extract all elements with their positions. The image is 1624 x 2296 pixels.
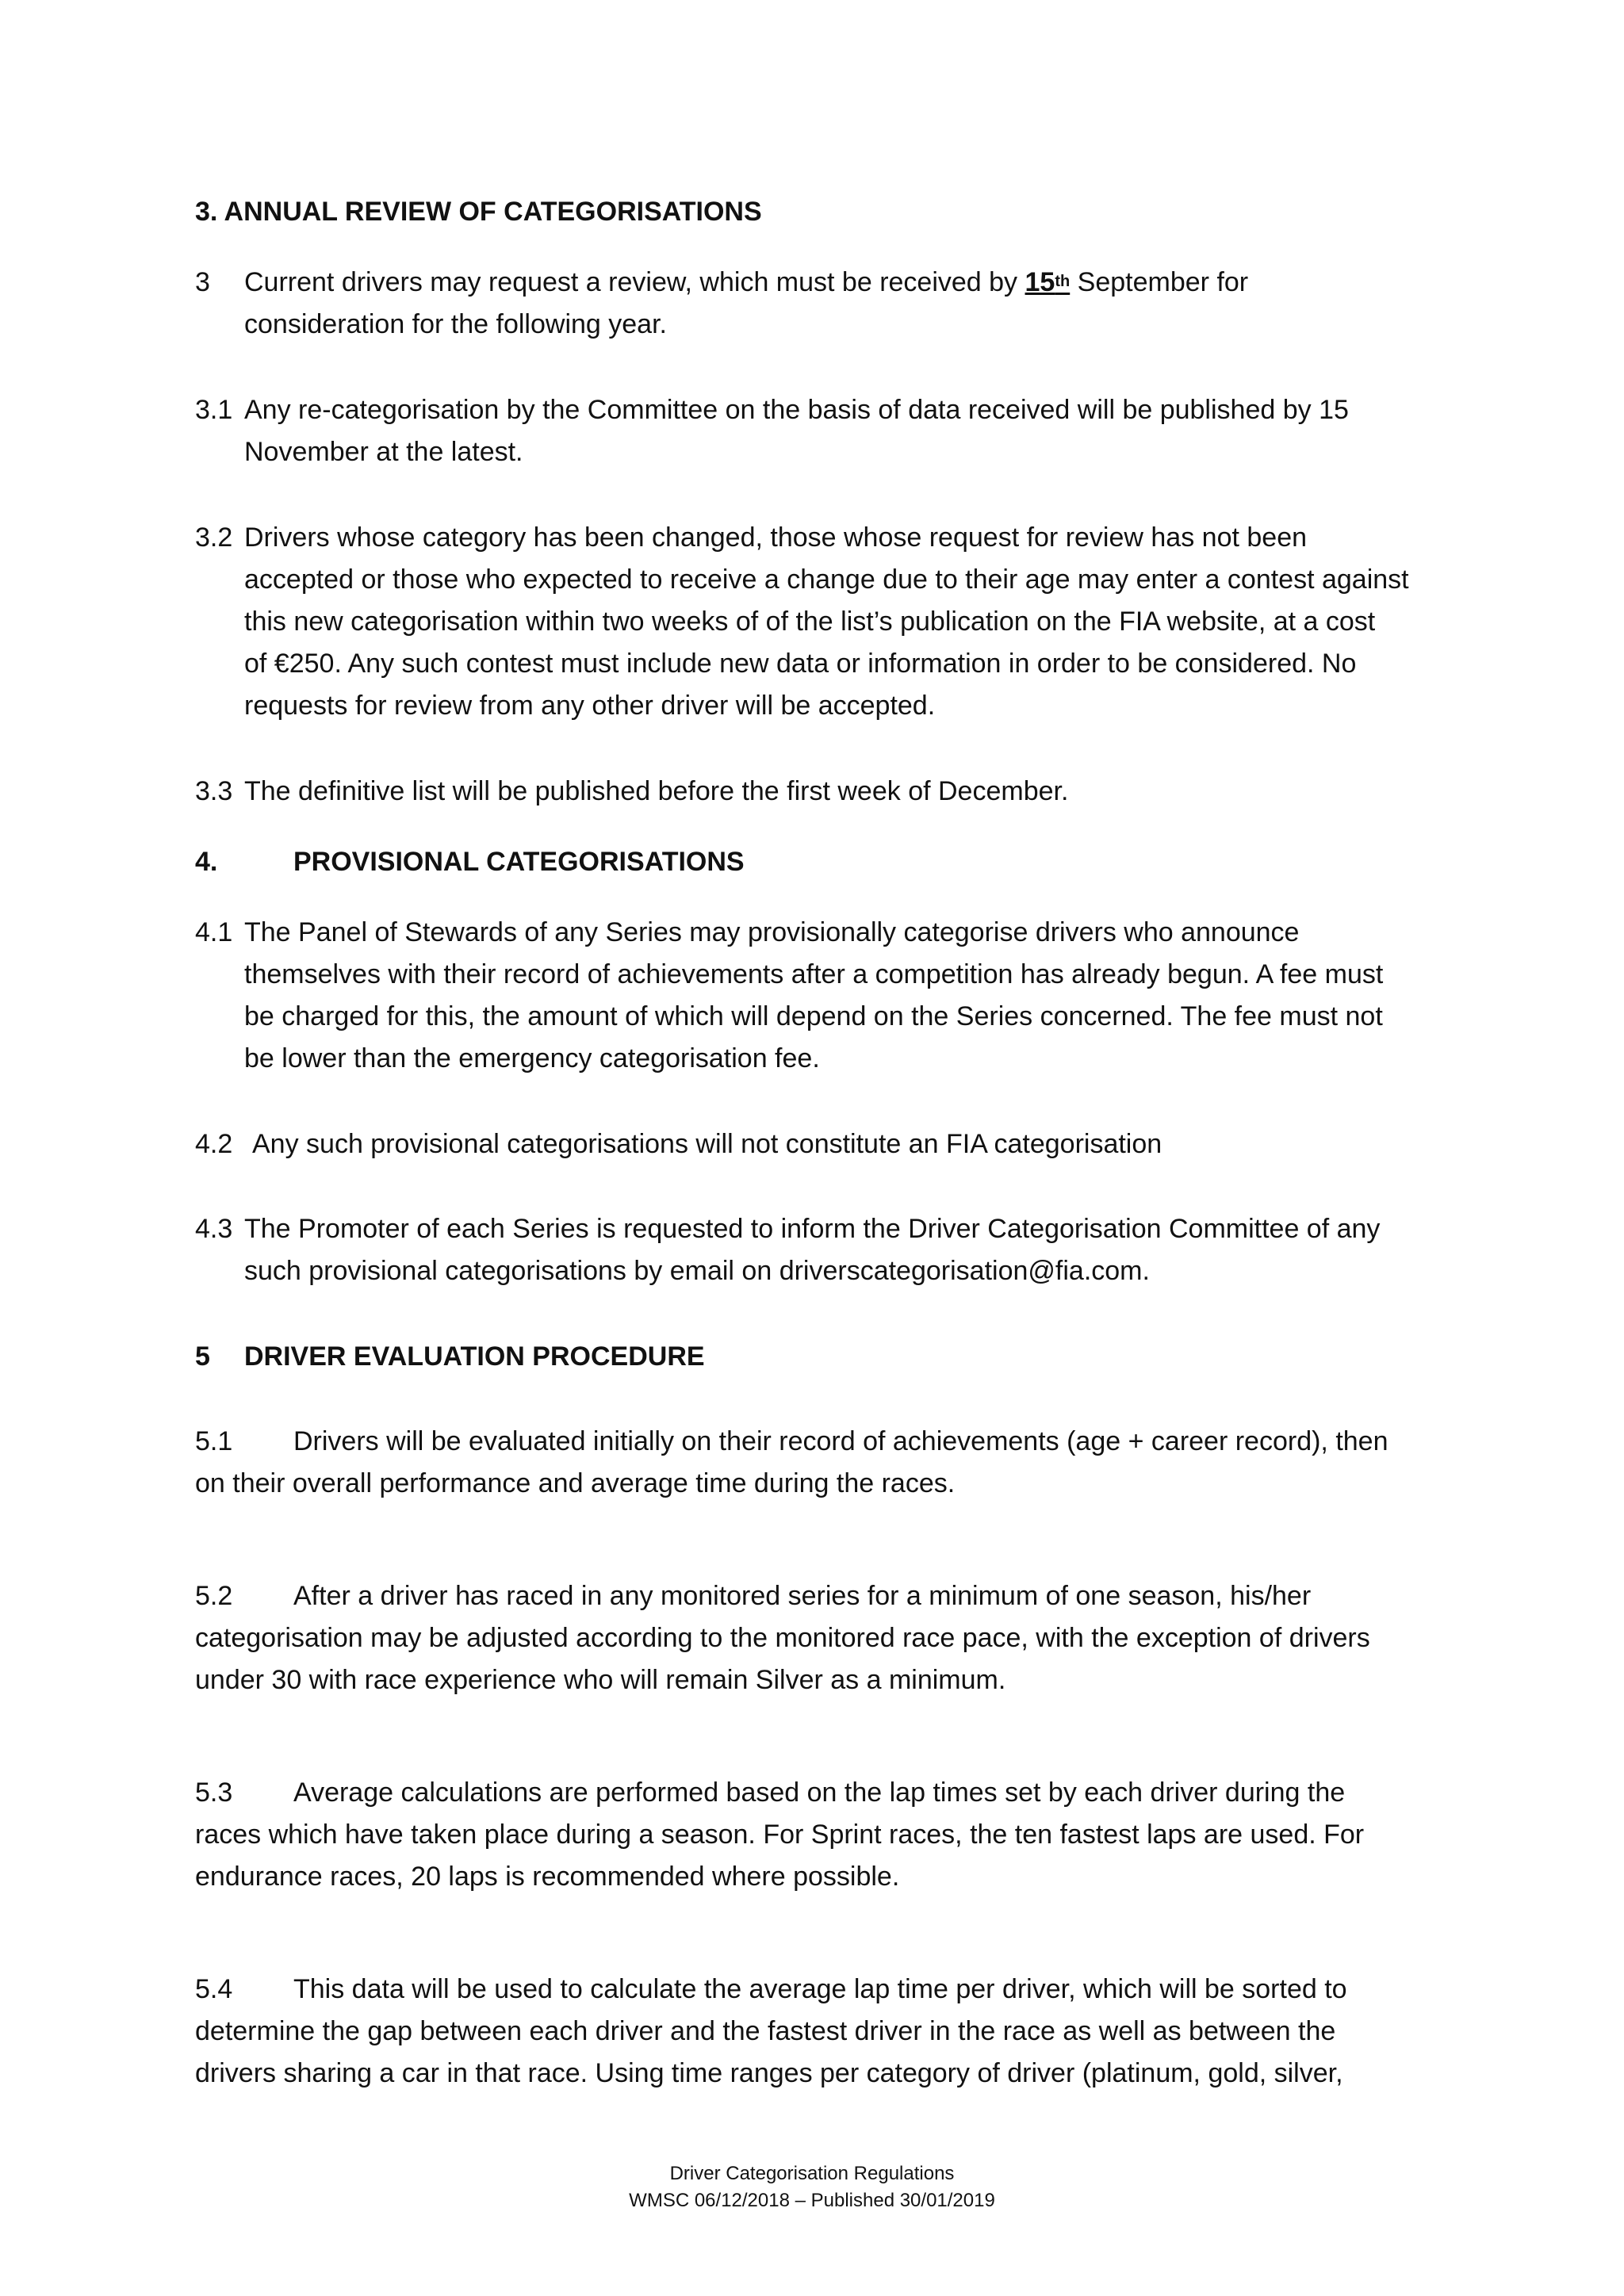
para-4-3-line-2: such provisional categorisations by email on driverscategorisation@fia.com. (244, 1256, 1150, 1286)
para-3-line-2: consideration for the following year. (244, 309, 667, 339)
para-4-3-line-1: The Promoter of each Series is requested to inform the Driver Categorisation Committee of any (244, 1214, 1381, 1244)
para-4-1-line-1: The Panel of Stewards of any Series may provisionally categorise drivers who announce (244, 917, 1300, 947)
para-4-1-line-2: themselves with their record of achievements after a competition has already begun. A fee must (244, 959, 1384, 989)
para-5-4-line-2: determine the gap between each driver and the fastest driver in the race as well as between the (195, 2016, 1336, 2046)
para-3-2-line-5: requests for review from any other driver will be accepted. (244, 691, 936, 721)
footer-dates: WMSC 06/12/2018 – Published 30/01/2019 (629, 2190, 995, 2211)
para-5-2-line-2: categorisation may be adjusted according to the monitored race pace, with the exception of drivers (195, 1623, 1370, 1653)
para-5-1-line-1: Drivers will be evaluated initially on their record of achievements (age + career record), then (293, 1426, 1388, 1456)
para-3-number: 3 (195, 267, 210, 297)
para-5-4-line-3: drivers sharing a car in that race. Using time ranges per category of driver (platinum, gold, silver, (195, 2058, 1343, 2088)
para-4-2-number: 4.2 (195, 1129, 233, 1159)
para-4-1-line-4: be lower than the emergency categorisation fee. (244, 1043, 820, 1073)
para-3-3-line-1: The definitive list will be published before the first week of December. (244, 776, 1069, 806)
section-5-number: 5 (195, 1341, 210, 1372)
para-5-4-number: 5.4 (195, 1974, 233, 2004)
para-5-3-number: 5.3 (195, 1777, 233, 1808)
para-5-2-line-3: under 30 with race experience who will remain Silver as a minimum. (195, 1665, 1006, 1695)
para-4-3-number: 4.3 (195, 1214, 233, 1244)
para-4-1-number: 4.1 (195, 917, 233, 947)
para-3-deadline-day: 15th (1025, 267, 1071, 297)
para-3-2-line-4: of €250. Any such contest must include new data or information in order to be considered. No (244, 649, 1357, 679)
para-3-3-number: 3.3 (195, 776, 233, 806)
para-5-3-line-2: races which have taken place during a season. For Sprint races, the ten fastest laps are used. For (195, 1820, 1365, 1850)
footer-title: Driver Categorisation Regulations (669, 2163, 955, 2184)
para-5-2-number: 5.2 (195, 1581, 233, 1611)
para-5-1-number: 5.1 (195, 1426, 233, 1456)
para-3-1-line-1: Any re-categorisation by the Committee on the basis of data received will be published by 15 (244, 395, 1349, 425)
para-5-4-line-1: This data will be used to calculate the average lap time per driver, which will be sorted to (293, 1974, 1347, 2004)
para-3-line-1-pre: Current drivers may request a review, which must be received by (244, 267, 1025, 297)
para-3-line-1 (244, 262, 1248, 304)
section-4-heading: PROVISIONAL CATEGORISATIONS (293, 847, 745, 877)
para-3-1-line-2: November at the latest. (244, 437, 523, 467)
para-5-1-line-2: on their overall performance and average time during the races. (195, 1468, 956, 1498)
section-5-heading: DRIVER EVALUATION PROCEDURE (244, 1341, 705, 1372)
para-5-3-line-1: Average calculations are performed based on the lap times set by each driver during the (293, 1777, 1346, 1808)
para-5-2-line-1: After a driver has raced in any monitored series for a minimum of one season, his/her (293, 1581, 1312, 1611)
para-5-3-line-3: endurance races, 20 laps is recommended where possible. (195, 1862, 900, 1892)
para-3-2-number: 3.2 (195, 522, 233, 553)
para-4-1-line-3: be charged for this, the amount of which will depend on the Series concerned. The fee must not (244, 1001, 1383, 1031)
para-3-2-line-1: Drivers whose category has been changed, those whose request for review has not been (244, 522, 1308, 553)
para-3-2-line-2: accepted or those who expected to receive a change due to their age may enter a contest against (244, 564, 1409, 595)
section-4-number: 4. (195, 847, 218, 877)
para-3-line-1-post: September for (1070, 267, 1249, 297)
para-4-2-line-1: Any such provisional categorisations will not constitute an FIA categorisation (252, 1129, 1162, 1159)
section-3-heading: 3. ANNUAL REVIEW OF CATEGORISATIONS (195, 197, 762, 227)
para-3-2-line-3: this new categorisation within two weeks of of the list’s publication on the FIA website, at a cost (244, 607, 1376, 637)
para-3-1-number: 3.1 (195, 395, 233, 425)
